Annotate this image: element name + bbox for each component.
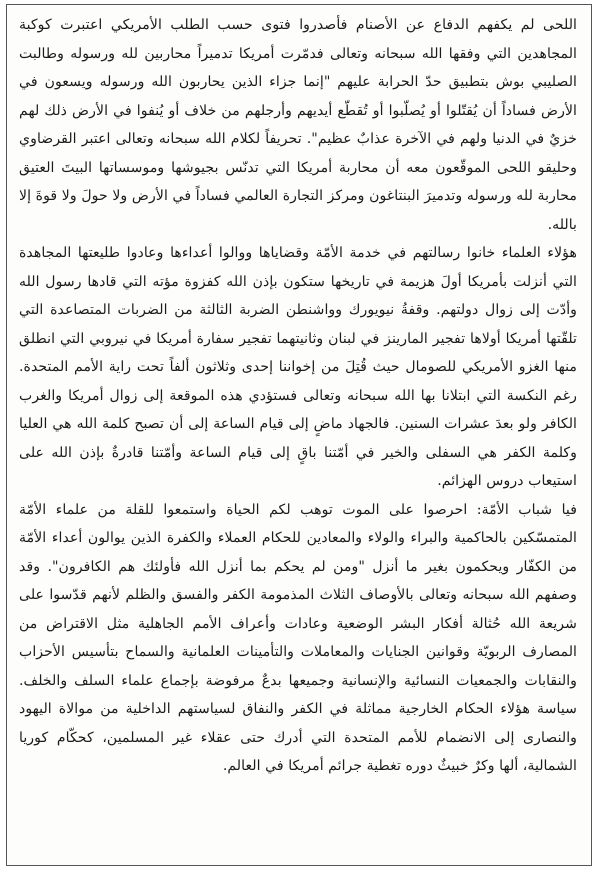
scanned-page bbox=[6, 4, 592, 866]
document-body bbox=[19, 11, 577, 861]
paragraph-1: اللحى لم يكفهم الدفاع عن الأصنام فأصدروا فتوى حسب الطلب الأمريكي اعتبرت كوكبة المجاهدين التي وفقها الله سبحانه وتعالى فدمّرت أمريكا تدميراً محاربين لله ورسوله وطالبت الصليبي بوش بتطبيق حدّ الحرابة عليهم "إنما جزاء الذين يحاربون الله ورسوله ويسعون في الأرض فساداً أن يُقتّلوا أو يُصلّبوا أو تُقطّع أيديهم وأرجلهم من خلاف أو يُنفوا في الأرض ذلك لهم خزيٌ في الدنيا ولهم في الآخرة عذابٌ عظيم". تحريفاً لكلام الله سبحانه وتعالى اعتبر القرضاوي وحليقو اللحى الموقّعون معه أن محاربة أمريكا التي تدنّس بجيوشها وموسساتها البيتَ العتيق محاربة لله ورسوله وتدميرَ البنتاغون ومركز التجارة العالمي فساداً في الأرض ولا حولَ ولا قوةَ إلا بالله. bbox=[19, 17, 577, 233]
paragraph-2: هؤلاء العلماء خانوا رسالتهم في خدمة الأمّة وقضاياها ووالوا أعداءها وعادوا طليعتها المجاهدة التي أنزلت بأمريكا أولَ هزيمة في تاريخها ستكون بإذن الله كفزوة مؤته التي قادها رسول الله وأدّت إلى زوال دولتهم. وقفةُ نيويورك وواشنطن الضربة الثالثة من الضربات المتصاعدة التي تلقّتها أمريكا أولاها تفجير المارينز في لبنان وثانيتهما تفجير سفارة أمريكا في نيروبي التي انطلق منها الغزو الأمريكي للصومال حيث قُتِلَ من إخواننا إحدى وثلاثون ألفاً تحت راية الأمم المتحدة. رغم النكسة التي ابتلانا بها الله سبحانه وتعالى فستؤدي هذه الموقعة إلى زوال أمريكا والغرب الكافر ولو بعدَ عشرات السنين. فالجهاد ماضٍ إلى قيام الساعة إلى أن تصبح كلمة الله هي العليا وكلمة الكفر هي السفلى والخير في أمّتنا باقٍ إلى قيام الساعة وأمّتنا قادرةٌ بإذن الله على استيعاب دروس الهزائم. bbox=[19, 245, 577, 489]
paragraph-3: فيا شباب الأمّة: احرصوا على الموت توهب لكم الحياة واستمعوا للقلة من علماء الأمّة المتمسّكين بالحاكمية والبراء والولاء والمعادين للحكام العملاء والكفرة الذين يوالون أعداء الأمّة من الكفّار ويحكمون بغير ما أنزل "ومن لم يحكم بما أنزل الله فأولئك هم الكافرون". وقد وصفهم الله سبحانه وتعالى بالأوصاف الثلاث المذمومة الكفر والفسق والظلم لأنهم قدّسوا على شريعة الله حُثالة أفكار البشر الوضعية وعادات وأعراف الأمم الجاهلية مثل الاقتراض من المصارف الربويّة وقوانين الجنايات والمعاملات والتأمينات العلمانية والسماح بتأسيس الأحزاب والنقابات والجمعيات النسائية والإنسانية وجميعها بدعٌ مرفوضة بإجماع علماء السلف والخلف. سياسة هؤلاء الحكام الخارجية مماثلة في الكفر والنفاق لسياستهم الداخلية من موالاة اليهود والنصارى إلى الانضمام للأمم المتحدة التي أدرك حتى عقلاء غير المسلمين، كحكّام كوريا الشمالية، ألها وكرٌ خبيثٌ دوره تغطية جرائم أمريكا في العالم. bbox=[19, 501, 577, 774]
